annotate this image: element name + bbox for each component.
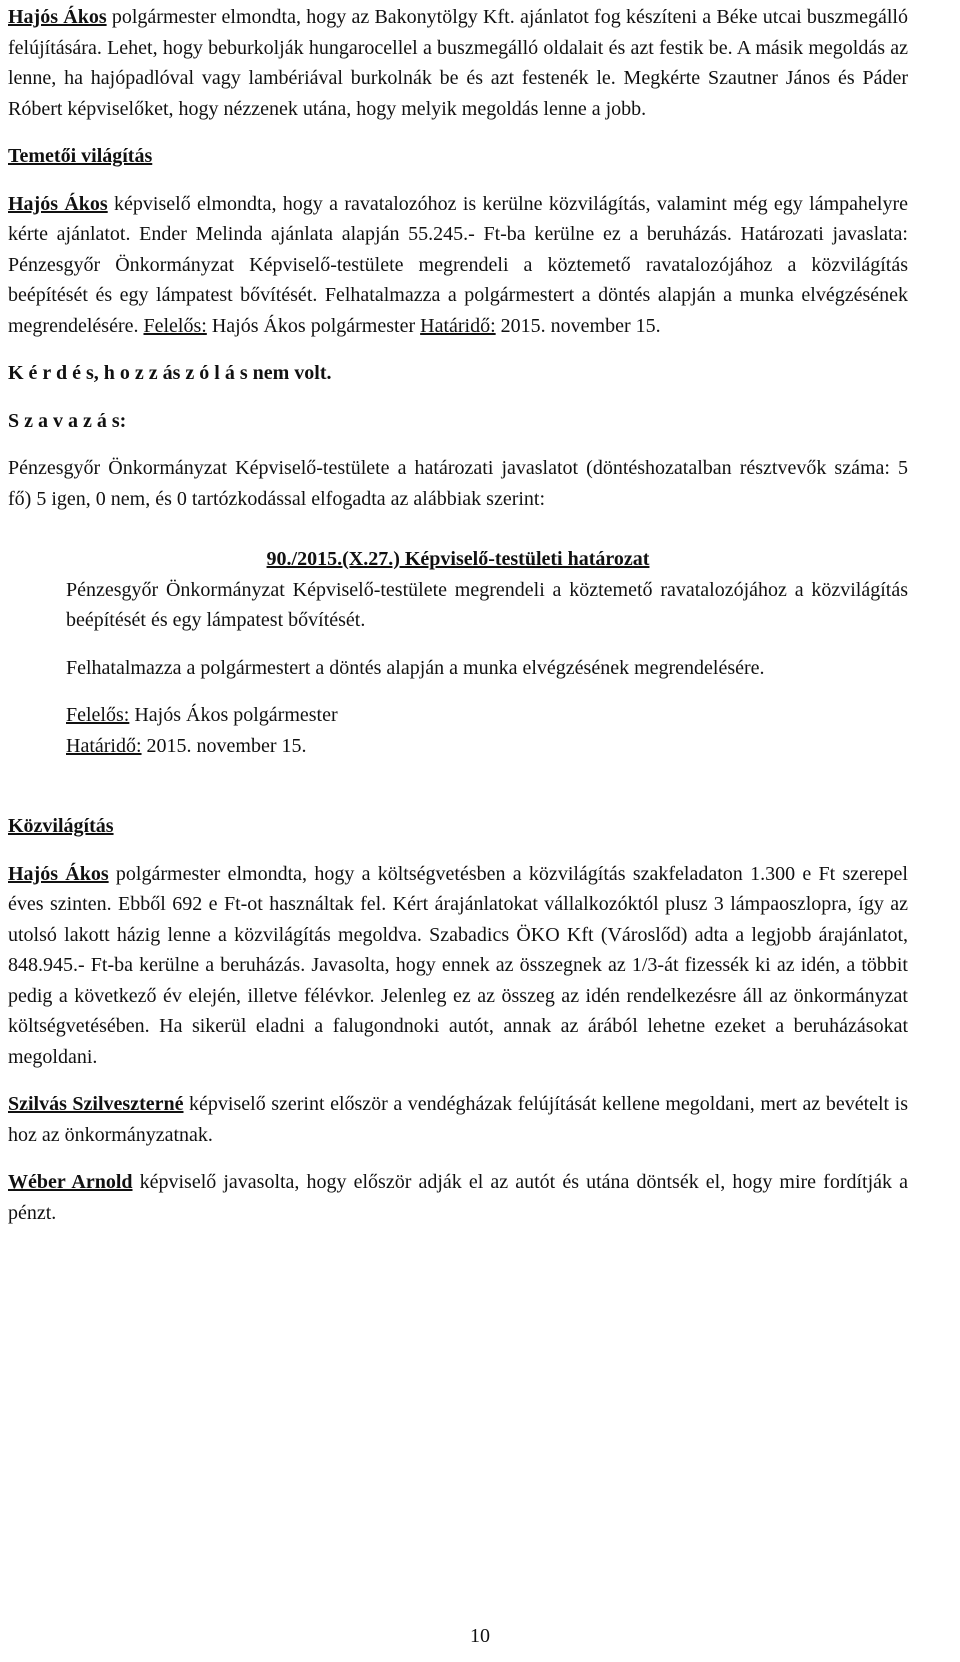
- paragraph-guesthouses: [8, 1089, 908, 1150]
- speaker-name: Hajós Ákos: [8, 6, 107, 28]
- resolution-deadline: Határidő: 2015. november 15.: [66, 734, 307, 757]
- no-questions-line: K é r d é s, h o z z ás z ó l á s nem volt.: [8, 362, 332, 384]
- paragraph-text: képviselő szerint először a vendégházak felújítását kellene megoldani, mert az bevételt is hoz az önkormányzatnak.: [8, 1093, 908, 1146]
- paragraph-text: polgármester elmondta, hogy a költségvetésben a közvilágítás szakfeladaton 1.300 e Ft szerepel éves szinten. Ebből 692 e Ft-ot használtak fel. Kért árajánlatokat vállalkozóktól plusz 3 lámpaoszlopra, így az utolsó lakott házig lenne a közvilágítás megoldva. Szabadics ÖKO Kft (Városlőd) adta a legjobb árajánlatot, 848.945.- Ft-ba kerülne a beruházás. Javasolta, hogy ennek az összegnek az 1/3-át fizessék ki az idén, a többit pedig a következő év elején, illetve félévkor. Jelenleg ez az összeg az idén rendelkezésre áll az önkormányzat költségvetésében. Ha sikerül eladni a falugondnoki autót, annak az árából lehetne ezeket a beruházásokat megoldani.: [8, 862, 908, 1068]
- resolution-responsible: Felelős: Hajós Ákos polgármester: [66, 704, 338, 726]
- paragraph-text: polgármester elmondta, hogy az Bakonytölgy Kft. ajánlatot fog készíteni a Béke utcai buszmegálló felújítására. Lehet, hogy beburkolják hungarocellel a buszmegálló oldalait és azt festik be. A másik megoldás az lenne, ha hajópadlóval vagy lambériával burkolnák be és azt festenék le. Megkérte Szautner János és Páder Róbert képviselőket, hogy nézzenek utána, hogy melyik megoldás lenne a jobb.: [8, 6, 908, 120]
- speaker-name: Wéber Arnold: [8, 1171, 133, 1193]
- section-heading-cemetery-lighting: Temetői világítás: [8, 145, 153, 167]
- speaker-name: Hajós Ákos: [8, 192, 108, 215]
- resolution-line-1: Pénzesgyőr Önkormányzat Képviselő-testülete megrendeli a köztemető ravatalozójához a közvilágítás beépítését és egy lámpatest bővítését.: [66, 578, 908, 631]
- paragraph-cemetery-lighting: [8, 189, 908, 342]
- vote-paragraph: Pénzesgyőr Önkormányzat Képviselő-testülete a határozati javaslatot (döntéshozatalban résztvevők száma: 5 fő) 5 igen, 0 nem, és 0 tartózkodással elfogadta az alábbiak szerint:: [8, 457, 908, 510]
- resolution-title: 90./2015.(X.27.) Képviselő-testületi határozat: [266, 548, 650, 570]
- speaker-name: Hajós Ákos: [8, 862, 109, 885]
- responsible-label: Felelős:: [143, 314, 207, 337]
- resolution-line-2: Felhatalmazza a polgármestert a döntés alapján a munka elvégzésének megrendelésére.: [66, 656, 765, 679]
- paragraph-text: képviselő elmondta, hogy a ravatalozóhoz is kerülne közvilágítás, valamint még egy lámpahelyre kérte ajánlatot. Ender Melinda ajánlata alapján 55.245.- Ft-ba kerülne ez a beruházás. Határozati javaslata: Pénzesgyőr Önkormányzat Képviselő-testülete megrendeli a köztemető ravatalozójához a közvilágítás beépítését és egy lámpatest bővítését. Felhatalmazza a polgármestert a döntés alapján a munka elvégzésének megrendelésére.: [8, 192, 908, 337]
- deadline-label: Határidő:: [420, 314, 496, 337]
- section-heading-public-lighting: Közvilágítás: [8, 815, 114, 837]
- responsible-value: Hajós Ákos polgármester: [206, 314, 421, 337]
- paragraph-bus-stop: [8, 2, 908, 124]
- page-number: 10: [470, 1625, 490, 1647]
- paragraph-public-lighting: [8, 859, 908, 1073]
- deadline-value: 2015. november 15.: [495, 314, 661, 337]
- paragraph-text: képviselő javasolta, hogy először adják el az autót és utána döntsék el, hogy mire fordítják a pénzt.: [8, 1171, 908, 1224]
- speaker-name: Szilvás Szilveszterné: [8, 1093, 184, 1115]
- document-page: [8, 2, 908, 1228]
- paragraph-car-sale: [8, 1167, 908, 1228]
- vote-heading: S z a v a z á s:: [8, 409, 127, 432]
